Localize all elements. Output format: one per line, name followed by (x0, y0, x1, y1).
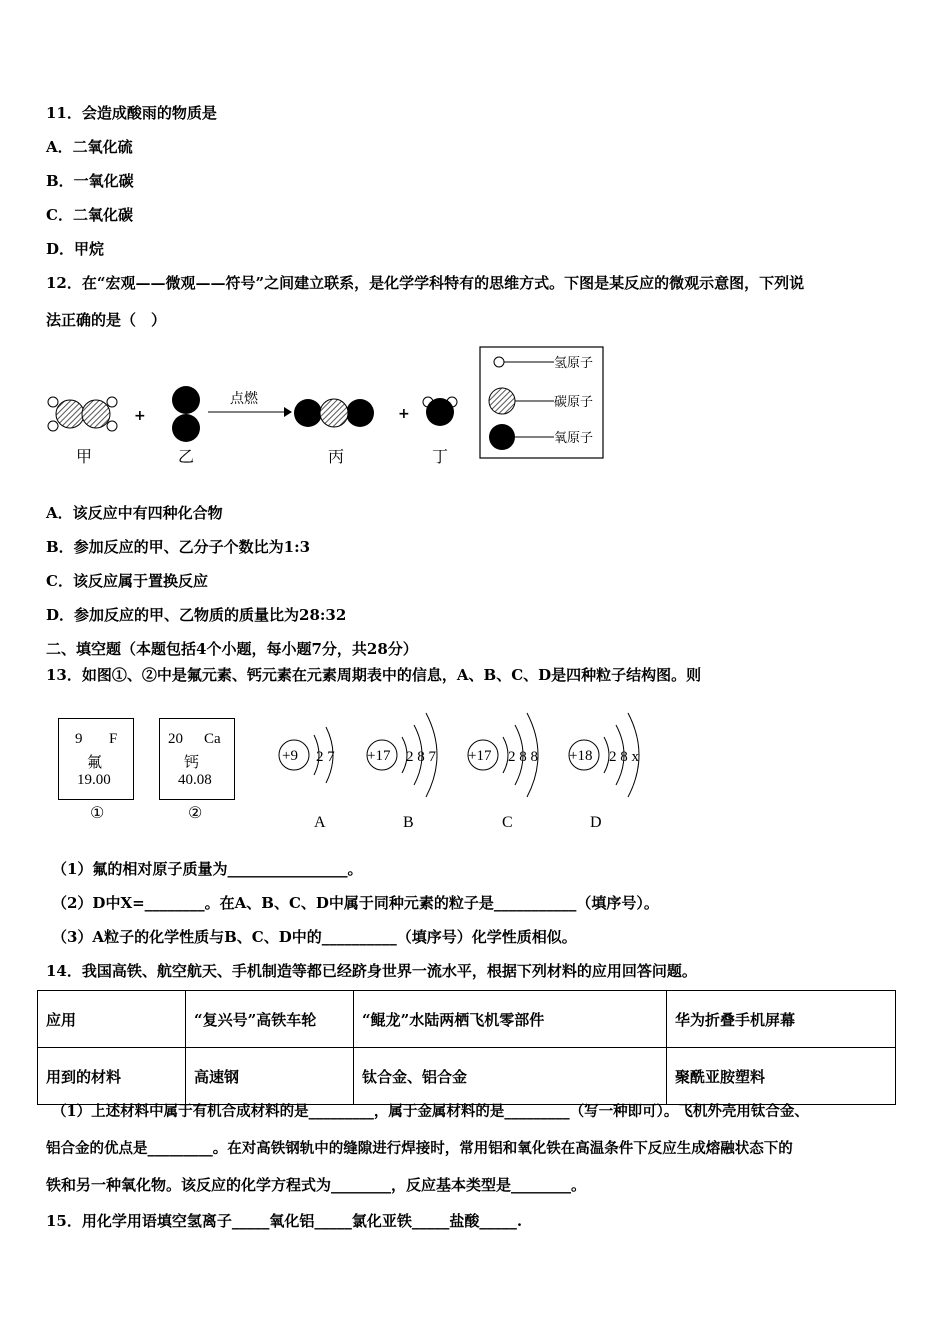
card-symbol: F (109, 731, 118, 747)
q12-option-a: A．该反应中有四种化合物 (46, 504, 223, 522)
element-card-fluorine (58, 718, 134, 800)
q12-option-b: B．参加反应的甲、乙分子个数比为1:3 (46, 538, 311, 556)
table-cell: 用到的材料 (38, 1048, 186, 1105)
label-b: B (403, 814, 414, 831)
legend (480, 347, 603, 458)
legend-oxygen: 氧原子 (554, 431, 594, 446)
card-name: 氟 (87, 755, 103, 771)
particle-a (279, 727, 335, 831)
q14-sub-line-2: 铝合金的优点是_________。在对高铁钢轨中的缝隙进行焊接时，常用铝和氧化铁在高温条件下反应生成熔融状态下的 (46, 1140, 793, 1157)
table-cell: 华为折叠手机屏幕 (667, 991, 896, 1048)
q12-stem-line1: 12．在“宏观——微观——符号”之间建立联系，是化学学科特有的思维方式。下图是某反应的微观示意图，下列说 (46, 274, 805, 292)
card-label-1: ① (90, 805, 105, 822)
q14-stem: 14．我国高铁、航空航天、手机制造等都已经跻身世界一流水平，根据下列材料的应用回答问题。 (46, 962, 697, 980)
arrow-label: 点燃 (230, 391, 258, 407)
materials-table (37, 990, 896, 1105)
particle-diagrams (270, 695, 670, 845)
table-cell: 应用 (38, 991, 186, 1048)
electrons-d: 2 8 x (609, 749, 639, 765)
q12-option-c: C．该反应属于置换反应 (46, 572, 208, 590)
label-ding: 丁 (432, 447, 449, 466)
nucleus-d: +18 (569, 748, 593, 764)
q12-stem-line2: 法正确的是（ ） (46, 311, 167, 329)
card-name: 钙 (184, 755, 200, 771)
table-cell: 聚酰亚胺塑料 (667, 1048, 896, 1105)
electrons-b: 2 8 7 (406, 749, 436, 765)
label-d: D (590, 814, 602, 831)
table-row (38, 1048, 896, 1105)
card-number: 20 (168, 731, 183, 747)
molecule-ding (423, 397, 457, 426)
q11-stem: 11．会造成酸雨的物质是 (46, 104, 217, 122)
q13-stem: 13．如图①、②中是氟元素、钙元素在元素周期表中的信息，A、B、C、D是四种粒子结构图。则 (46, 666, 702, 684)
molecule-jia (48, 397, 117, 431)
reaction-diagram (40, 340, 620, 470)
nucleus-b: +17 (367, 748, 391, 764)
table-cell: “鲲龙”水陆两栖飞机零部件 (354, 991, 667, 1048)
element-card-calcium (159, 718, 235, 800)
card-symbol: Ca (204, 731, 221, 747)
particle-d (569, 713, 640, 831)
q11-option-a: A．二氧化硫 (46, 138, 133, 156)
table-cell: 钛合金、铝合金 (354, 1048, 667, 1105)
card-number: 9 (75, 731, 83, 747)
label-yi: 乙 (178, 447, 195, 466)
q11-option-b: B．一氧化碳 (46, 172, 134, 190)
q11-option-d: D．甲烷 (46, 240, 105, 258)
card-mass: 19.00 (77, 772, 111, 788)
nucleus-c: +17 (468, 748, 492, 764)
q14-sub-line-1: （1）上述材料中属于有机合成材料的是_________，属于金属材料的是_________（写一种即可）。飞机外壳用钛合金、 (52, 1103, 809, 1120)
q14-sub-line-3: 铁和另一种氧化物。该反应的化学方程式为________，反应基本类型是________。 (46, 1176, 587, 1194)
particle-c (468, 713, 538, 831)
q13-sub-2: （2）D中X=________。在A、B、C、D中属于同种元素的粒子是___________（填序号）。 (52, 894, 659, 912)
molecule-yi (172, 386, 200, 442)
electrons-a: 2 7 (316, 749, 335, 765)
particle-b (367, 713, 437, 831)
card-label-2: ② (188, 805, 203, 822)
table-row (38, 991, 896, 1048)
q15-stem: 15．用化学用语填空氢离子_____氧化铝_____氯化亚铁_____盐酸_____. (46, 1212, 523, 1230)
section-2-heading: 二、填空题（本题包括4个小题，每小题7分，共28分） (46, 640, 418, 658)
q13-sub-3: （3）A粒子的化学性质与B、C、D中的__________（填序号）化学性质相似。 (52, 928, 577, 946)
plus-sign-2: + (398, 406, 410, 422)
q11-option-c: C．二氧化碳 (46, 206, 133, 224)
label-bing: 丙 (328, 447, 345, 466)
label-a: A (314, 814, 326, 831)
label-c: C (502, 814, 513, 831)
card-mass: 40.08 (178, 772, 212, 788)
legend-hydrogen: 氢原子 (554, 356, 594, 371)
label-jia: 甲 (76, 447, 93, 466)
plus-sign-1: + (134, 408, 146, 424)
q13-sub-1: （1）氟的相对原子质量为________________。 (52, 860, 363, 878)
legend-carbon: 碳原子 (554, 395, 594, 410)
table-cell: 高速钢 (186, 1048, 354, 1105)
table-cell: “复兴号”高铁车轮 (186, 991, 354, 1048)
nucleus-a: +9 (282, 748, 298, 764)
electrons-c: 2 8 8 (508, 749, 538, 765)
molecule-bing (294, 399, 374, 427)
q12-option-d: D．参加反应的甲、乙物质的质量比为28:32 (46, 606, 347, 624)
